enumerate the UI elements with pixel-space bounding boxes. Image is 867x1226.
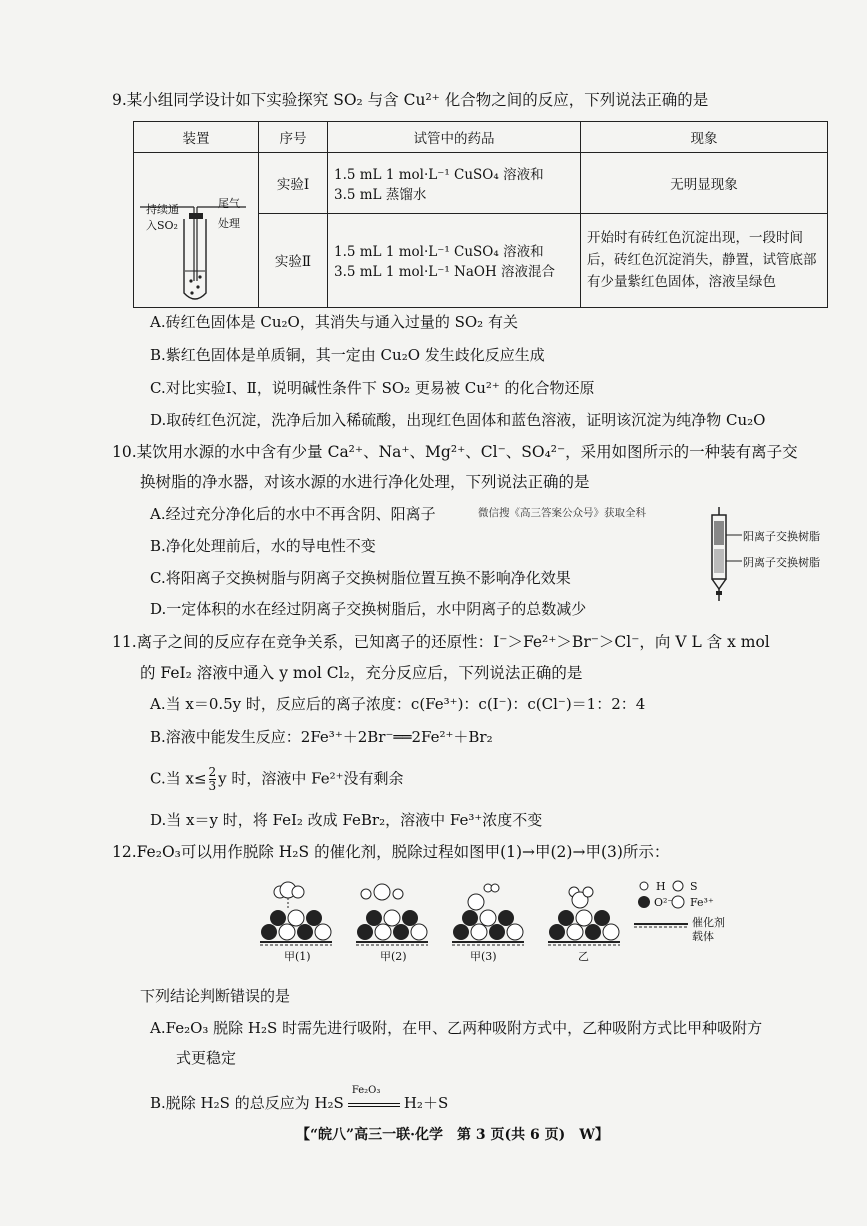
q9-stem: 9.某小组同学设计如下实验探究 SO₂ 与含 Cu²⁺ 化合物之间的反应，下列说法正确的是: [112, 91, 709, 109]
figure-label: 甲(3): [470, 950, 497, 963]
q11-option-b: B.溶液中能发生反应：2Fe³⁺＋2Br⁻══2Fe²⁺＋Br₂: [150, 728, 493, 746]
exp-drugs: [328, 153, 581, 214]
reaction-arrow: [348, 1085, 400, 1113]
q12-option-b: [150, 1085, 449, 1113]
exp-id: 实验Ⅱ: [259, 213, 328, 307]
exp-phenomenon: [581, 213, 828, 307]
drug-line: 3.5 mL 1 mol·L⁻¹ NaOH 溶液混合: [334, 264, 556, 281]
q10-option-b: B.净化处理前后，水的导电性不变: [150, 537, 376, 555]
q12-stem: 12.Fe₂O₃可以用作脱除 H₂S 的催化剂，脱除过程如图甲(1)→甲(2)→甲(3)所示：: [112, 843, 670, 861]
table-header: 装置: [134, 122, 259, 153]
panel-jia1: [260, 882, 332, 945]
legend-carrier: 载体: [692, 930, 714, 943]
exp-id: 实验Ⅰ: [259, 153, 328, 214]
equal-line-bottom: [348, 1106, 400, 1107]
figure-label: 乙: [578, 950, 589, 963]
watermark: 微信搜《高三答案公众号》获取全科: [478, 507, 646, 519]
figure-label: 甲(1): [284, 950, 311, 963]
apparatus-cell: [134, 153, 259, 308]
phen-line: 后，砖红色沉淀消失，静置，试管底部: [587, 252, 817, 269]
fraction-denominator: 3: [208, 779, 217, 793]
apparatus-label: 持续通: [146, 203, 179, 216]
q12-option-a-cont: 式更稳定: [176, 1049, 237, 1067]
q11-stem-cont: 的 FeI₂ 溶液中通入 y mol Cl₂，充分反应后，下列说法正确的是: [140, 664, 583, 682]
panel-jia3: [452, 884, 524, 945]
drug-line: 1.5 mL 1 mol·L⁻¹ CuSO₄ 溶液和: [334, 244, 544, 261]
q10-stem: 10.某饮用水源的水中含有少量 Ca²⁺、Na⁺、Mg²⁺、Cl⁻、SO₄²⁻，采用如图所示的一种装有离子交: [112, 443, 798, 461]
option-text: y 时，溶液中 Fe²⁺没有剩余: [218, 769, 404, 788]
apparatus-label: 尾气: [218, 197, 240, 210]
fraction-numerator: 2: [208, 765, 217, 779]
table-header: 现象: [581, 122, 828, 153]
option-text: B.脱除 H₂S 的总反应为 H₂S: [150, 1094, 344, 1112]
legend-o: O²⁻: [654, 896, 674, 909]
q9-option-b: B.紫红色固体是单质铜，其一定由 Cu₂O 发生歧化反应生成: [150, 346, 545, 364]
q12-option-a: A.Fe₂O₃ 脱除 H₂S 时需先进行吸附，在甲、乙两种吸附方式中，乙种吸附方式比甲种吸附方: [150, 1019, 763, 1037]
q11-stem: 11.离子之间的反应存在竞争关系，已知离子的还原性：I⁻＞Fe²⁺＞Br⁻＞Cl⁻，向 V L 含 x mol: [112, 633, 770, 651]
exp-phenomenon: 无明显现象: [581, 153, 828, 214]
q11-option-a: A.当 x＝0.5y 时，反应后的离子浓度：c(Fe³⁺)：c(I⁻)：c(Cl⁻)＝1：2：4: [150, 695, 646, 713]
legend-h: H: [656, 880, 666, 893]
panel-yi: [548, 887, 620, 945]
resin-label-cation: 阳离子交换树脂: [743, 530, 820, 543]
equal-line-top: [348, 1103, 400, 1104]
q10-option-c: C.将阳离子交换树脂与阴离子交换树脂位置互换不影响净化效果: [150, 569, 571, 587]
q11-option-c: [150, 766, 404, 793]
legend-fe: Fe³⁺: [690, 896, 714, 909]
drug-line: 3.5 mL 蒸馏水: [334, 186, 427, 203]
option-text: C.当 x≤: [150, 769, 207, 788]
catalyst-label: Fe₂O₃: [351, 1085, 381, 1096]
q12-prompt: 下列结论判断错误的是: [140, 987, 291, 1005]
drug-line: 1.5 mL 1 mol·L⁻¹ CuSO₄ 溶液和: [334, 166, 544, 183]
q10-option-a: A.经过充分净化后的水中不再含阴、阳离子: [150, 505, 436, 523]
exp-drugs: [328, 213, 581, 307]
phen-line: 有少量紫红色固体，溶液呈绿色: [587, 274, 776, 291]
q11-option-d: D.当 x＝y 时，将 FeI₂ 改成 FeBr₂，溶液中 Fe³⁺浓度不变: [150, 811, 543, 829]
legend-catalyst: 催化剂: [692, 916, 725, 929]
legend-s: S: [690, 880, 698, 893]
apparatus-label: 入SO₂: [146, 219, 178, 232]
phen-line: 开始时有砖红色沉淀出现，一段时间: [587, 230, 803, 247]
option-text: H₂＋S: [403, 1094, 449, 1112]
fraction: [209, 766, 217, 793]
page-footer: 【“皖八”高三一联·化学 第 3 页(共 6 页) W】: [296, 1127, 609, 1143]
figure-label: 甲(2): [380, 950, 407, 963]
q9-option-c: C.对比实验Ⅰ、Ⅱ，说明碱性条件下 SO₂ 更易被 Cu²⁺ 的化合物还原: [150, 379, 595, 397]
q9-option-a: A.砖红色固体是 Cu₂O，其消失与通入过量的 SO₂ 有关: [150, 313, 518, 331]
resin-label-anion: 阴离子交换树脂: [743, 556, 820, 569]
apparatus-label: 处理: [218, 217, 240, 230]
panel-jia2: [356, 884, 428, 945]
q10-option-d: D.一定体积的水在经过阴离子交换树脂后，水中阴离子的总数减少: [150, 600, 587, 618]
table-header: 试管中的药品: [328, 122, 581, 153]
q10-stem-cont: 换树脂的净水器，对该水源的水进行净化处理，下列说法正确的是: [140, 473, 590, 491]
q9-option-d: D.取砖红色沉淀，洗净后加入稀硫酸，出现红色固体和蓝色溶液，证明该沉淀为纯净物 Cu₂O: [150, 411, 766, 429]
table-header: 序号: [259, 122, 328, 153]
q9-table: [133, 121, 828, 308]
